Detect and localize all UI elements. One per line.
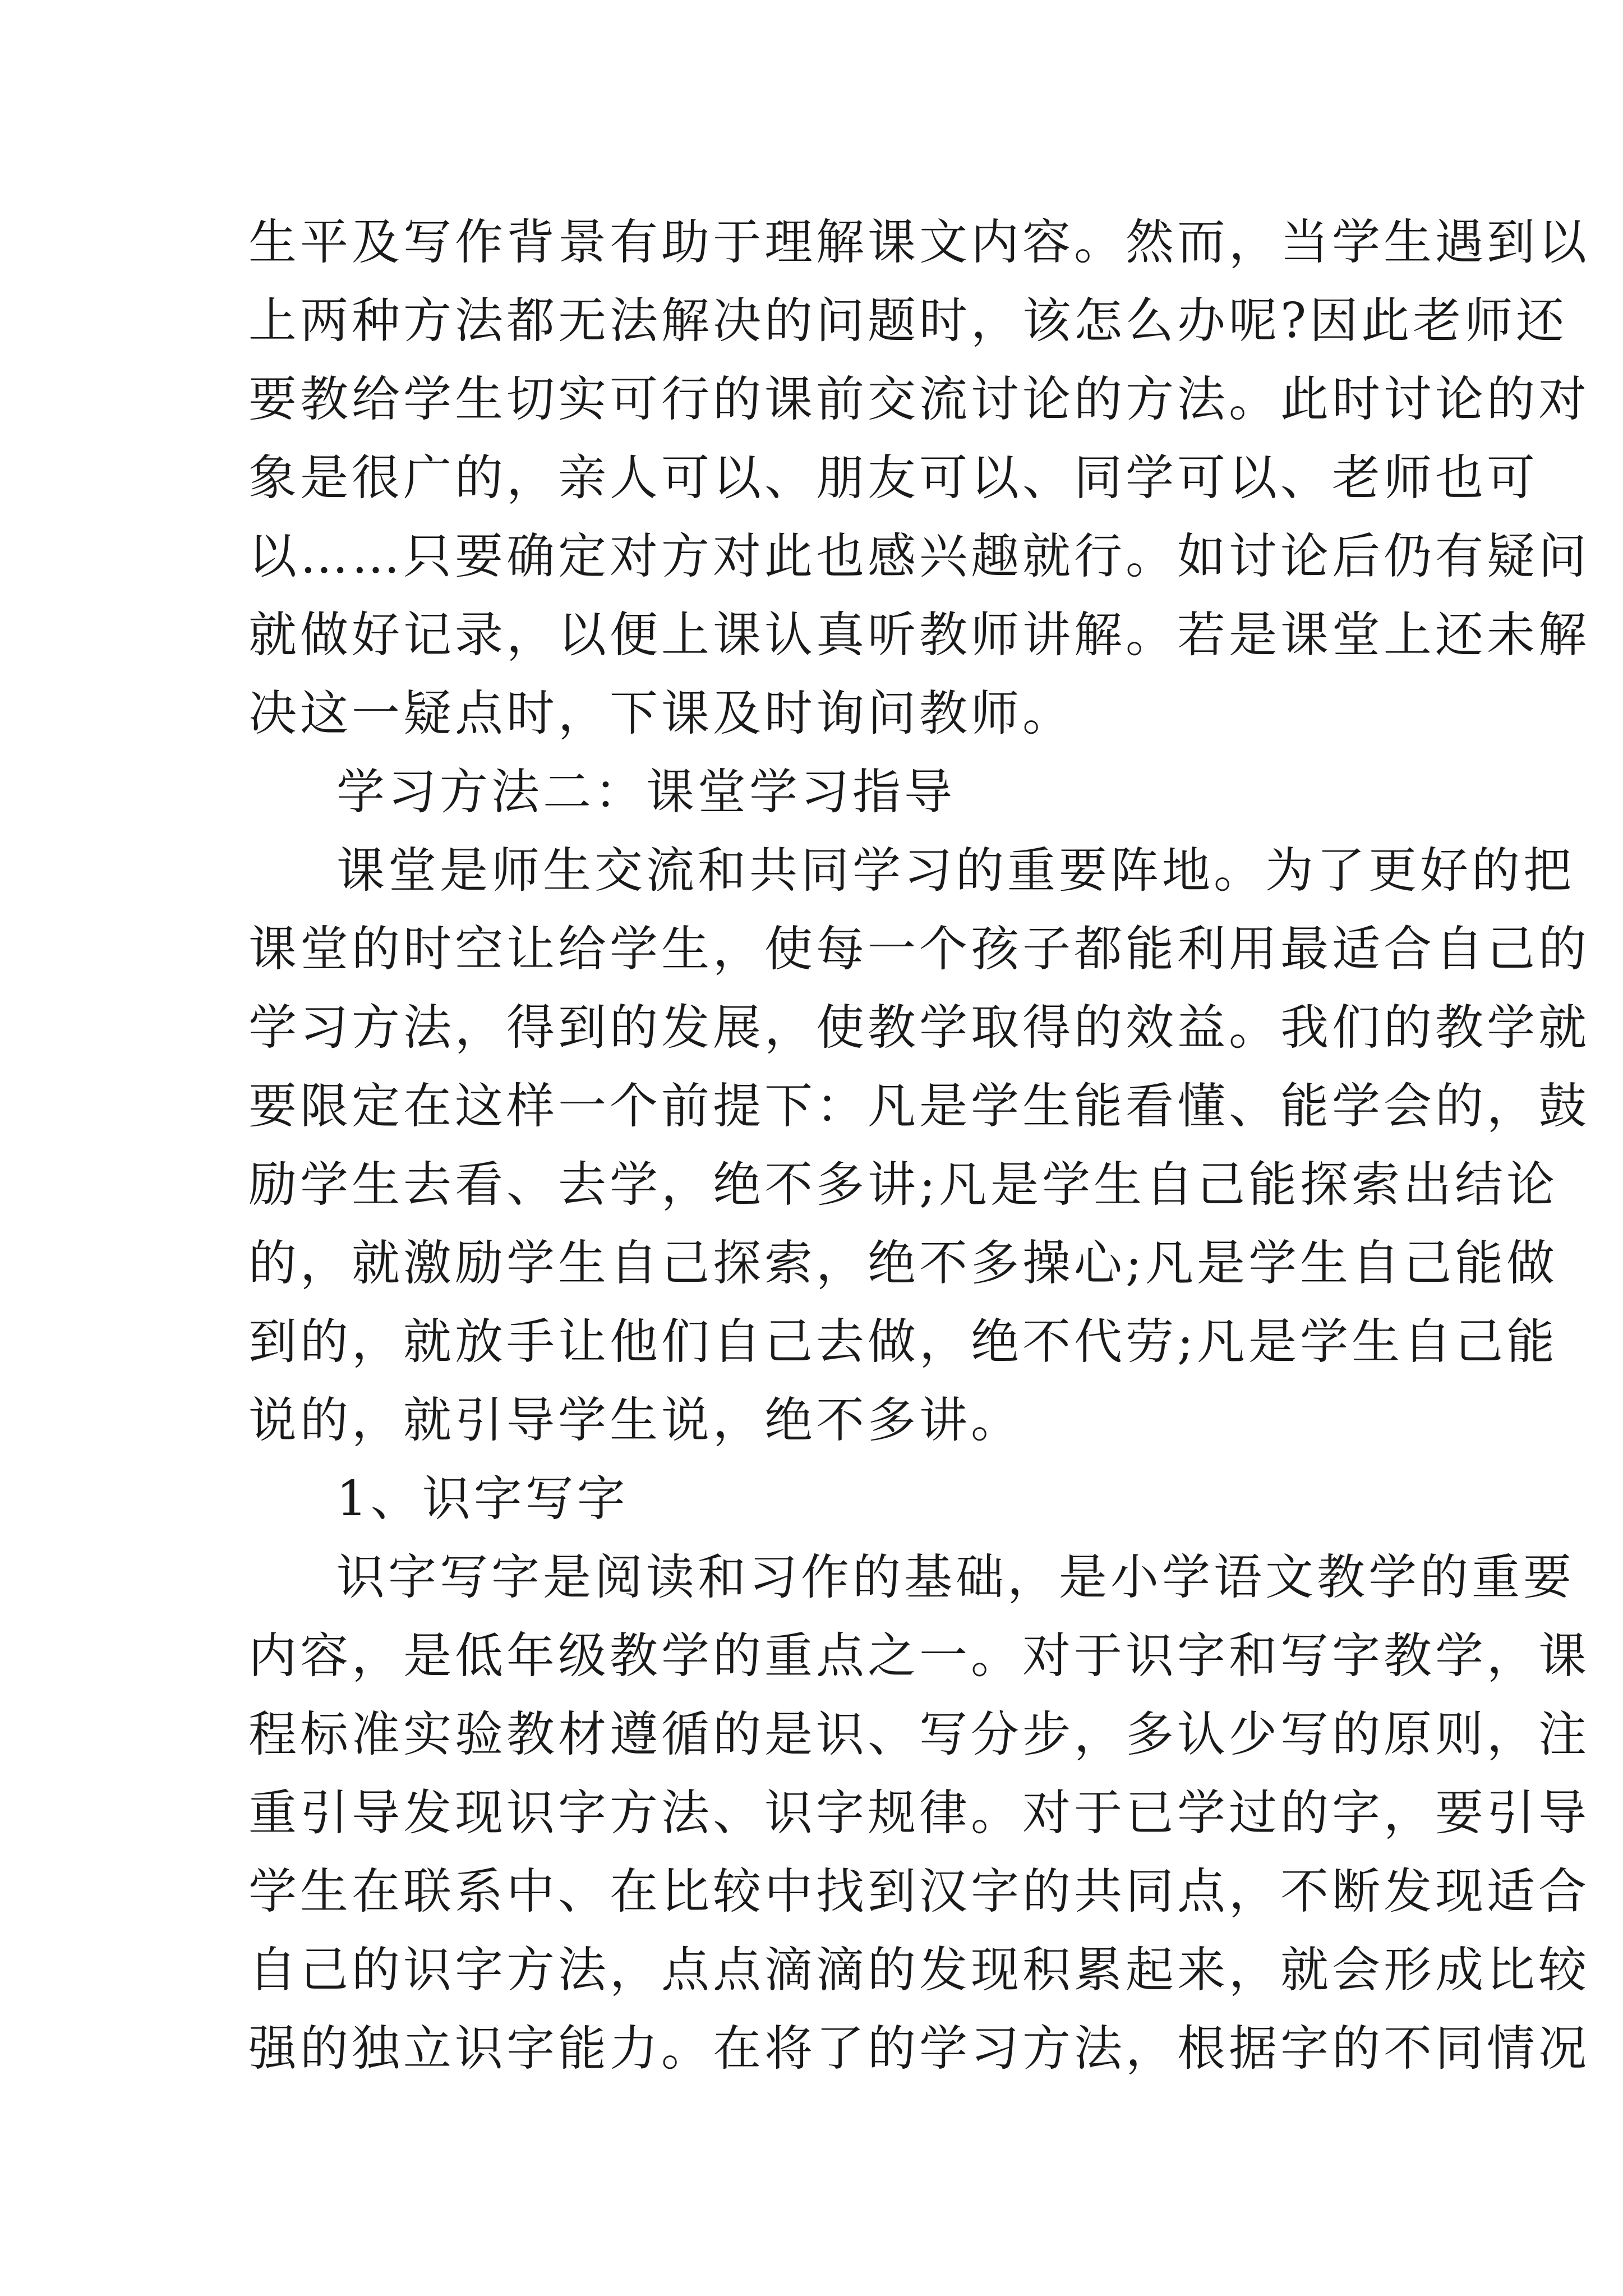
paragraph-start-line: 课堂是师生交流和共同学习的重要阵地。为了更好的把 — [336, 843, 1575, 899]
text-line: 自己的识字方法，点点滴滴的发现积累起来，就会形成比较 — [248, 1942, 1590, 1998]
section-heading: 学习方法二：课堂学习指导 — [336, 764, 956, 820]
text-line: 的，就激励学生自己探索，绝不多操心;凡是学生自己能做 — [248, 1235, 1558, 1291]
text-line: 要限定在这样一个前提下：凡是学生能看懂、能学会的，鼓 — [248, 1078, 1590, 1134]
text-line: 程标准实验教材遵循的是识、写分步，多认少写的原则，注 — [248, 1706, 1590, 1763]
text-line: 学习方法，得到的发展，使教学取得的效益。我们的教学就 — [248, 1000, 1590, 1056]
text-line: 象是很广的，亲人可以、朋友可以、同学可以、老师也可 — [248, 450, 1538, 506]
text-line: 说的，就引导学生说，绝不多讲。 — [248, 1392, 1022, 1448]
text-line: 课堂的时空让给学生，使每一个孩子都能利用最适合自己的 — [248, 921, 1590, 977]
text-line: 要教给学生切实可行的课前交流讨论的方法。此时讨论的对 — [248, 371, 1590, 427]
text-line: 上两种方法都无法解决的问题时，该怎么办呢?因此老师还 — [248, 293, 1568, 349]
text-line: 以……只要确定对方对此也感兴趣就行。如讨论后仍有疑问 — [248, 528, 1590, 585]
text-line: 生平及写作背景有助于理解课文内容。然而，当学生遇到以 — [248, 214, 1590, 270]
paragraph-start-line: 识字写字是阅读和习作的基础，是小学语文教学的重要 — [336, 1549, 1575, 1605]
text-line: 就做好记录，以便上课认真听教师讲解。若是课堂上还未解 — [248, 607, 1590, 663]
text-line: 决这一疑点时，下课及时询问教师。 — [248, 685, 1074, 742]
text-line: 到的，就放手让他们自己去做，绝不代劳;凡是学生自己能 — [248, 1314, 1558, 1370]
text-line: 重引导发现识字方法、识字规律。对于已学过的字，要引导 — [248, 1785, 1590, 1841]
text-line: 内容，是低年级教学的重点之一。对于识字和写字教学，课 — [248, 1628, 1590, 1684]
text-line: 励学生去看、去学，绝不多讲;凡是学生自己能探索出结论 — [248, 1157, 1558, 1213]
text-line: 学生在联系中、在比较中找到汉字的共同点，不断发现适合 — [248, 1864, 1590, 1920]
text-line: 强的独立识字能力。在将了的学习方法，根据字的不同情况 — [248, 2021, 1590, 2077]
subsection-heading: 1、识字写字 — [336, 1471, 629, 1527]
